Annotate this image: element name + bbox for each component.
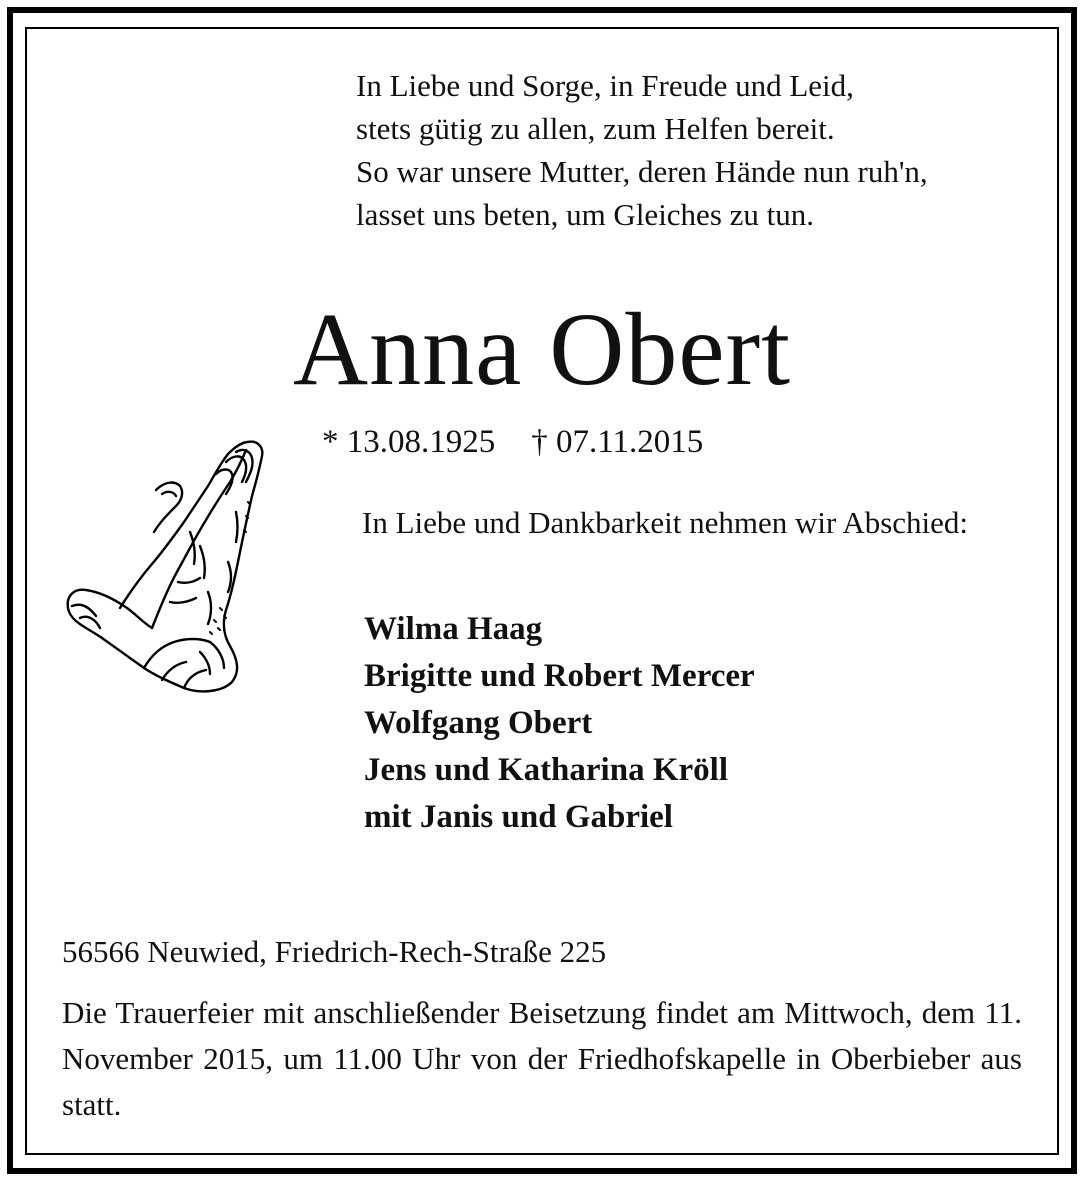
- deceased-name: Anna Obert: [292, 292, 792, 407]
- mourners-list: [364, 606, 755, 841]
- poem-line: stets gütig zu allen, zum Helfen bereit.: [356, 111, 835, 146]
- poem-line: In Liebe und Sorge, in Freude und Leid,: [356, 68, 854, 103]
- mourner-name: Jens und Katharina Kröll: [364, 752, 728, 788]
- death-date: † 07.11.2015: [531, 424, 704, 460]
- birth-date: * 13.08.1925: [322, 424, 496, 460]
- mourner-name: Wilma Haag: [364, 611, 543, 647]
- mourner-name: Brigitte und Robert Mercer: [364, 658, 755, 694]
- deceased-name-block: [0, 290, 1084, 410]
- praying-hands-icon: [60, 432, 280, 696]
- farewell-intro: In Liebe und Dankbarkeit nehmen wir Abschied:: [362, 505, 969, 540]
- mourner-name: mit Janis und Gabriel: [364, 799, 673, 835]
- family-address: 56566 Neuwied, Friedrich-Rech-Straße 225: [62, 934, 607, 969]
- memorial-poem: [356, 64, 1056, 236]
- life-dates: [322, 420, 703, 464]
- poem-line: So war unsere Mutter, deren Hände nun ruh'n,: [356, 154, 928, 189]
- funeral-notice: Die Trauerfeier mit anschließender Beisetzung findet am Mittwoch, dem 11. November 2015, um 11.00 Uhr von der Friedhofskapelle in Oberbieber aus statt.: [62, 995, 1022, 1122]
- poem-line: lasset uns beten, um Gleiches zu tun.: [356, 197, 815, 232]
- mourner-name: Wolfgang Obert: [364, 705, 593, 741]
